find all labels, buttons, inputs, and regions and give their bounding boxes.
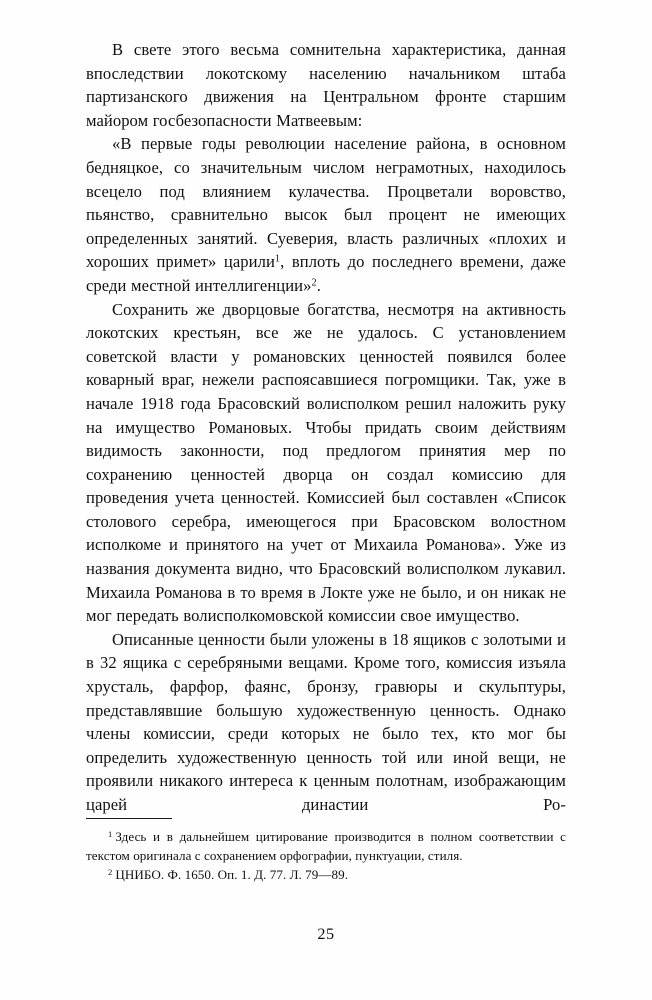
footnote-reference-1[interactable]: 1 — [274, 254, 281, 265]
paragraph-2-quotation — [86, 132, 566, 297]
paragraph-3: Сохранить же дворцовые богатства, несмотря на активность локотских крестьян, все же не удалось. С установлением советской власти у романовских ценностей появился более коварный враг, нежели распоясавшиеся погромщики. Так, уже в начале 1918 года Брасовский волисполком решил наложить руку на имущество Романовых. Чтобы придать своим действиям видимость законности, под предлогом принятия мер по сохранению ценностей дворца он создал комиссию для проведения учета ценностей. Комиссией был составлен «Список столового серебра, имеющегося при Брасовском волостном исполкоме и принятого на учет от Михаила Романова». Уже из названия документа видно, что Брасовский волисполком лукавил. Михаила Романова в то время в Локте уже не было, и он никак не мог передать волисполкомовской комиссии свое имущество. — [86, 299, 566, 626]
paragraph-1: В свете этого весьма сомнительна характеристика, данная впоследствии локотскому населению начальником штаба партизанского движения на Центральном фронте старшим майором госбезопасности Матвеевым: — [86, 40, 566, 130]
footnote-2 — [86, 866, 566, 885]
page-number: 25 — [317, 925, 335, 943]
footnote-reference-2[interactable]: 2 — [311, 277, 317, 289]
footnote-area — [86, 818, 566, 885]
footnote-1-text: Здесь и в дальнейшем цитирование производится в полном соответствии с текстом оригинала с сохранением орфографии, пунктуации, стиля. — [86, 829, 566, 863]
footnote-2-marker: 2 — [108, 866, 113, 877]
body-text-column — [86, 38, 566, 817]
footnote-separator-rule — [86, 818, 172, 819]
footnote-2-text: ЦНИБО. Ф. 1650. Оп. 1. Д. 77. Л. 79—89. — [115, 867, 349, 883]
footnote-1-marker: 1 — [108, 828, 113, 839]
quotation-text-part-2: , вплоть до последнего времени, даже среди местной интеллигенции» — [86, 252, 566, 295]
paragraph-4: Описанные ценности были уложены в 18 ящиков с золотыми и в 32 ящика с серебряными вещами. Кроме того, комиссия изъяла хрусталь, фарфор, фаянс, бронзу, гравюры и скульптуры, представлявшие большую художественную ценность. Однако члены комиссии, среди которых не было тех, кто мог бы определить художественную ценность той или иной вещи, не проявили никакого интереса к ценным полотнам, изображающим царей династии Ро- — [86, 629, 566, 814]
quotation-text-part-1: «В первые годы революции население района, в основном бедняцкое, со значительным числом неграмотных, находилось всецело под влиянием кулачества. Процветали воровство, пьянство, сравнительно высок был процент не имеющих определенных занятий. Суеверия, власть различных «плохих и хороших примет» царили — [86, 134, 566, 272]
quotation-text-terminator: . — [316, 275, 321, 295]
footnote-1 — [86, 828, 566, 865]
